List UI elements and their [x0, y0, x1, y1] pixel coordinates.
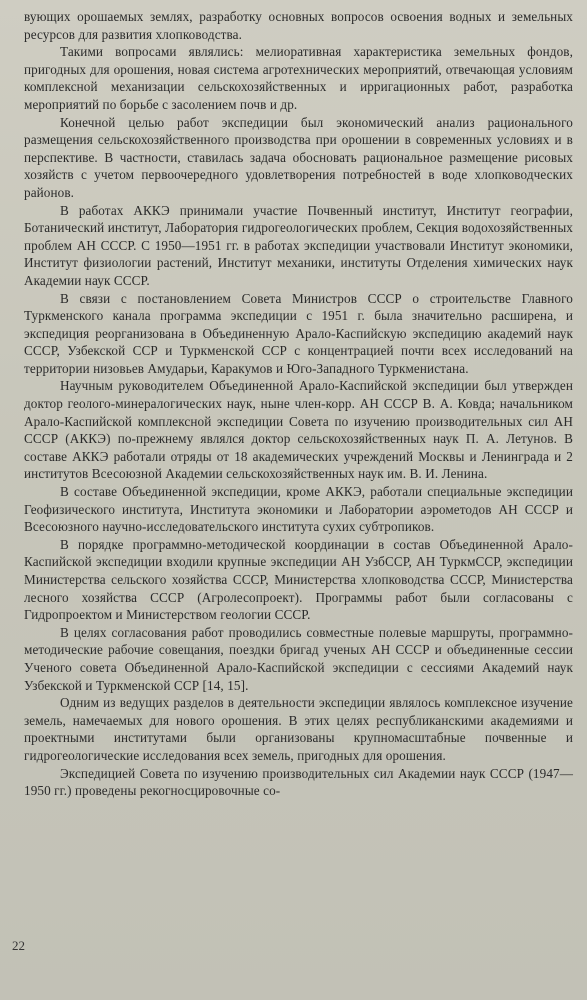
paragraph-10: Одним из ведущих разделов в деятельности экспедиции являлось комплексное изучение земель, намечаемых для нового орошения. В этих целях республиканскими академиями и проектными институтами были организованы крупномасштабные почвенные и гидрогеологические исследования всех земель, пригодных для орошения. [24, 695, 573, 763]
paragraph-1: вующих орошаемых землях, разработку основных вопросов освоения водных и земельных ресурсов для развития хлопководства. [24, 9, 573, 42]
paragraph-6: Научным руководителем Объединенной Арало-Каспийской экспедиции был утвержден доктор геолого-минералогических наук, ныне член-корр. АН СССР В. А. Ковда; начальником Арало-Каспийской комплексной экспедиции Совета по изучению производительных сил АН СССР (АККЭ) по-прежнему являлся доктор сельскохозяйственных наук П. А. Летунов. В составе АККЭ работали отряды от 18 академических учреждений Москвы и Ленинграда и 2 институтов Всесоюзной Академии сельскохозяйственных наук им. В. И. Ленина. [24, 378, 573, 482]
paragraph-3: Конечной целью работ экспедиции был экономический анализ рационального размещения сельскохозяйственного производства при орошении в современных условиях и в перспективе. В частности, ставилась задача обосновать рациональное размещение рисовых хозяйств с учетом первоочередного удовлетворения потребностей в воде хлопководческих районов. [24, 114, 573, 200]
page-number: 22 [12, 938, 25, 953]
paragraph-11: Экспедицией Совета по изучению производительных сил Академии наук СССР (1947—1950 гг.) проведены рекогносцировочные со- [24, 765, 573, 799]
paragraph-2: Такими вопросами являлись: мелиоративная характеристика земельных фондов, пригодных для орошения, новая система агротехнических мероприятий, отвечающая условиям комплексной механизации сельскохозяйственных и ирригационных работ, разработка мероприятий по борьбе с засолением почв и др. [24, 44, 573, 112]
paragraph-4: В работах АККЭ принимали участие Почвенный институт, Институт географии, Ботанический институт, Лаборатория гидрогеологических проблем, Секция водохозяйственных проблем АН СССР. С 1950—1951 гг. в работах экспедиции участвовали Институт экономики, Институт физиологии растений, Институт механики, институты Отделения химических наук Академии наук СССР. [24, 202, 573, 288]
paragraph-9: В целях согласования работ проводились совместные полевые маршруты, программно-методические рабочие совещания, поездки бригад ученых АН СССР и объединенные сессии Ученого совета Объединенной Арало-Каспийской экспедиции с сессиями Академий наук Узбекской и Туркменской ССР [14, 15]. [24, 624, 573, 693]
paragraph-7: В составе Объединенной экспедиции, кроме АККЭ, работали специальные экспедиции Геофизического института, Института экономики и Лаборатории аэрометодов АН СССР и Всесоюзного научно-исследовательского института сухих субтропиков. [24, 484, 573, 535]
paragraph-8: В порядке программно-методической координации в состав Объединенной Арало-Каспийской экспедиции входили крупные экспедиции АН УзбССР, АН ТуркмССР, экспедиции Министерства сельского хозяйства СССР, Министерства хлопководства СССР, Министерства лесного хозяйства СССР (Агролесопроект). Программы работ были согласованы с Гидропроектом и Министерством геологии СССР. [24, 536, 573, 623]
paragraph-5: В связи с постановлением Совета Министров СССР о строительстве Главного Туркменского канала программа экспедиции с 1951 г. была значительно расширена, и экспедиция реорганизована в Объединенную Арало-Каспийскую экспедицию академий наук СССР, Узбекской ССР и Туркменской ССР с концентрацией почти всех исследований на территории низовьев Амударьи, Каракумов и Юго-Западного Туркменистана. [24, 290, 573, 376]
body-text [24, 8, 573, 800]
